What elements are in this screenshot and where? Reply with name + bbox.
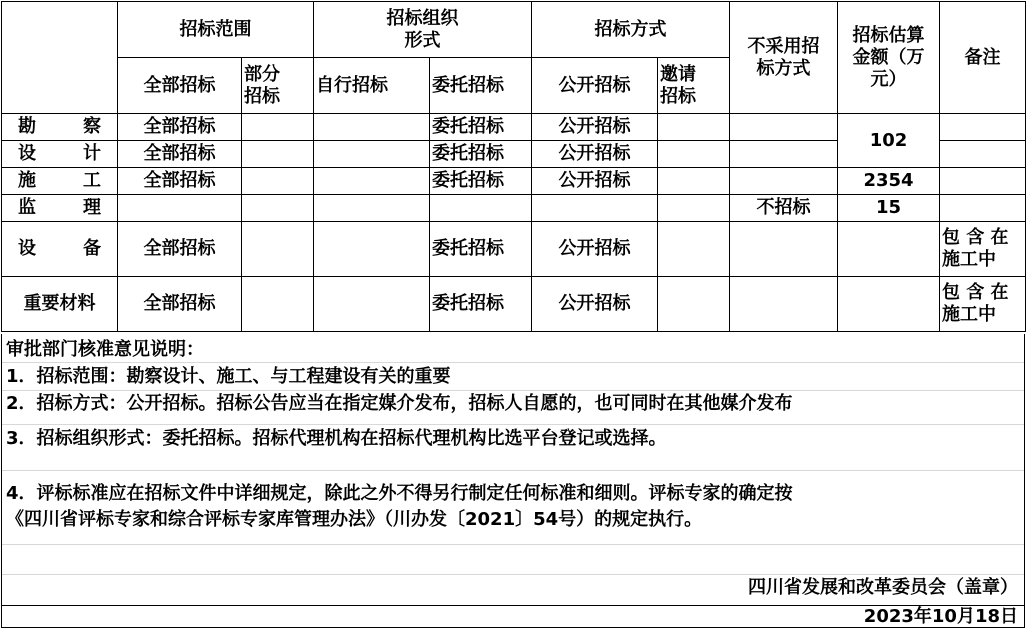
bidding-table xyxy=(1,1,1026,332)
divider xyxy=(2,544,1024,545)
cell-invite xyxy=(658,222,730,277)
cell-remark xyxy=(940,168,1026,195)
cell-entrust: 委托招标 xyxy=(430,168,532,195)
cell-open: 公开招标 xyxy=(532,168,658,195)
cell-full: 全部招标 xyxy=(118,141,242,168)
cell-open xyxy=(532,195,658,222)
cell-partial xyxy=(242,222,314,277)
cell-partial xyxy=(242,114,314,141)
divider xyxy=(2,424,1024,425)
cell-invite xyxy=(658,141,730,168)
cell-partial xyxy=(242,277,314,332)
divider xyxy=(2,574,1024,575)
header-full: 全部招标 xyxy=(118,58,242,114)
cell-self xyxy=(314,168,430,195)
cell-self xyxy=(314,114,430,141)
row-name: 设 计 xyxy=(2,141,118,168)
table-row xyxy=(2,114,1026,141)
cell-invite xyxy=(658,114,730,141)
note-line-2: 2．招标方式：公开招标。招标公告应当在指定媒介发布，招标人自愿的，也可同时在其他媒介发布 xyxy=(6,393,793,414)
table-row xyxy=(2,168,1026,195)
cell-full xyxy=(118,195,242,222)
header-open: 公开招标 xyxy=(532,58,658,114)
sign-date: 2023年10月18日 xyxy=(863,606,1018,627)
header-row-1 xyxy=(2,2,1026,58)
header-no-bid: 不采用招 标方式 xyxy=(730,2,838,114)
cell-partial xyxy=(242,168,314,195)
cell-remark xyxy=(940,114,1026,141)
cell-no-bid xyxy=(730,141,838,168)
header-org-form: 招标组织 形式 xyxy=(314,2,532,58)
cell-full: 全部招标 xyxy=(118,114,242,141)
cell-open: 公开招标 xyxy=(532,222,658,277)
cell-no-bid xyxy=(730,222,838,277)
header-estimate: 招标估算 金额（万 元） xyxy=(838,2,940,114)
header-self: 自行招标 xyxy=(314,58,430,114)
cell-full: 全部招标 xyxy=(118,168,242,195)
cell-self xyxy=(314,277,430,332)
note-line-4b: 《四川省评标专家和综合评标专家库管理办法》（川办发〔2021〕54号）的规定执行。 xyxy=(6,509,703,530)
header-method: 招标方式 xyxy=(532,2,730,58)
cell-open: 公开招标 xyxy=(532,114,658,141)
note-line-1: 1．招标范围：勘察设计、施工、与工程建设有关的重要 xyxy=(6,366,451,387)
cell-no-bid: 不招标 xyxy=(730,195,838,222)
cell-invite xyxy=(658,277,730,332)
header-partial: 部分 招标 xyxy=(242,58,314,114)
header-remark: 备注 xyxy=(940,2,1026,114)
cell-entrust: 委托招标 xyxy=(430,141,532,168)
cell-entrust: 委托招标 xyxy=(430,222,532,277)
cell-amount xyxy=(838,222,940,277)
cell-invite xyxy=(658,168,730,195)
note-line-3: 3．招标组织形式：委托招标。招标代理机构在招标代理机构比选平台登记或选择。 xyxy=(6,428,667,449)
cell-amount xyxy=(838,277,940,332)
cell-no-bid xyxy=(730,277,838,332)
cell-amount-merged: 102 xyxy=(838,114,940,168)
cell-partial xyxy=(242,141,314,168)
cell-entrust: 委托招标 xyxy=(430,114,532,141)
signer: 四川省发展和改革委员会（盖章） xyxy=(748,577,1018,598)
cell-self xyxy=(314,195,430,222)
table-row xyxy=(2,277,1026,332)
divider xyxy=(2,390,1024,391)
cell-remark xyxy=(940,195,1026,222)
row-name: 施 工 xyxy=(2,168,118,195)
corner-cell xyxy=(2,2,118,114)
cell-remark xyxy=(940,141,1026,168)
cell-self xyxy=(314,141,430,168)
cell-self xyxy=(314,222,430,277)
notes-heading: 审批部门核准意见说明： xyxy=(6,339,204,360)
header-entrust: 委托招标 xyxy=(430,58,532,114)
cell-partial xyxy=(242,195,314,222)
cell-no-bid xyxy=(730,114,838,141)
divider xyxy=(2,470,1024,471)
cell-entrust xyxy=(430,195,532,222)
row-name: 设 备 xyxy=(2,222,118,277)
approval-notes xyxy=(1,334,1025,628)
header-invite: 邀请 招标 xyxy=(658,58,730,114)
cell-full: 全部招标 xyxy=(118,277,242,332)
date-row xyxy=(2,605,1024,628)
cell-open: 公开招标 xyxy=(532,141,658,168)
table-row xyxy=(2,195,1026,222)
cell-amount: 15 xyxy=(838,195,940,222)
cell-full: 全部招标 xyxy=(118,222,242,277)
cell-remark: 包 含 在 施工中 xyxy=(940,222,1026,277)
row-name: 重要材料 xyxy=(2,277,118,332)
divider xyxy=(2,362,1024,363)
note-line-4a: 4．评标标准应在招标文件中详细规定，除此之外不得另行制定任何标准和细则。评标专家的确定按 xyxy=(6,483,793,504)
cell-open: 公开招标 xyxy=(532,277,658,332)
table-row xyxy=(2,222,1026,277)
cell-no-bid xyxy=(730,168,838,195)
cell-amount: 2354 xyxy=(838,168,940,195)
cell-entrust: 委托招标 xyxy=(430,277,532,332)
header-scope: 招标范围 xyxy=(118,2,314,58)
row-name: 勘 察 xyxy=(2,114,118,141)
cell-remark: 包 含 在 施工中 xyxy=(940,277,1026,332)
cell-invite xyxy=(658,195,730,222)
row-name: 监 理 xyxy=(2,195,118,222)
